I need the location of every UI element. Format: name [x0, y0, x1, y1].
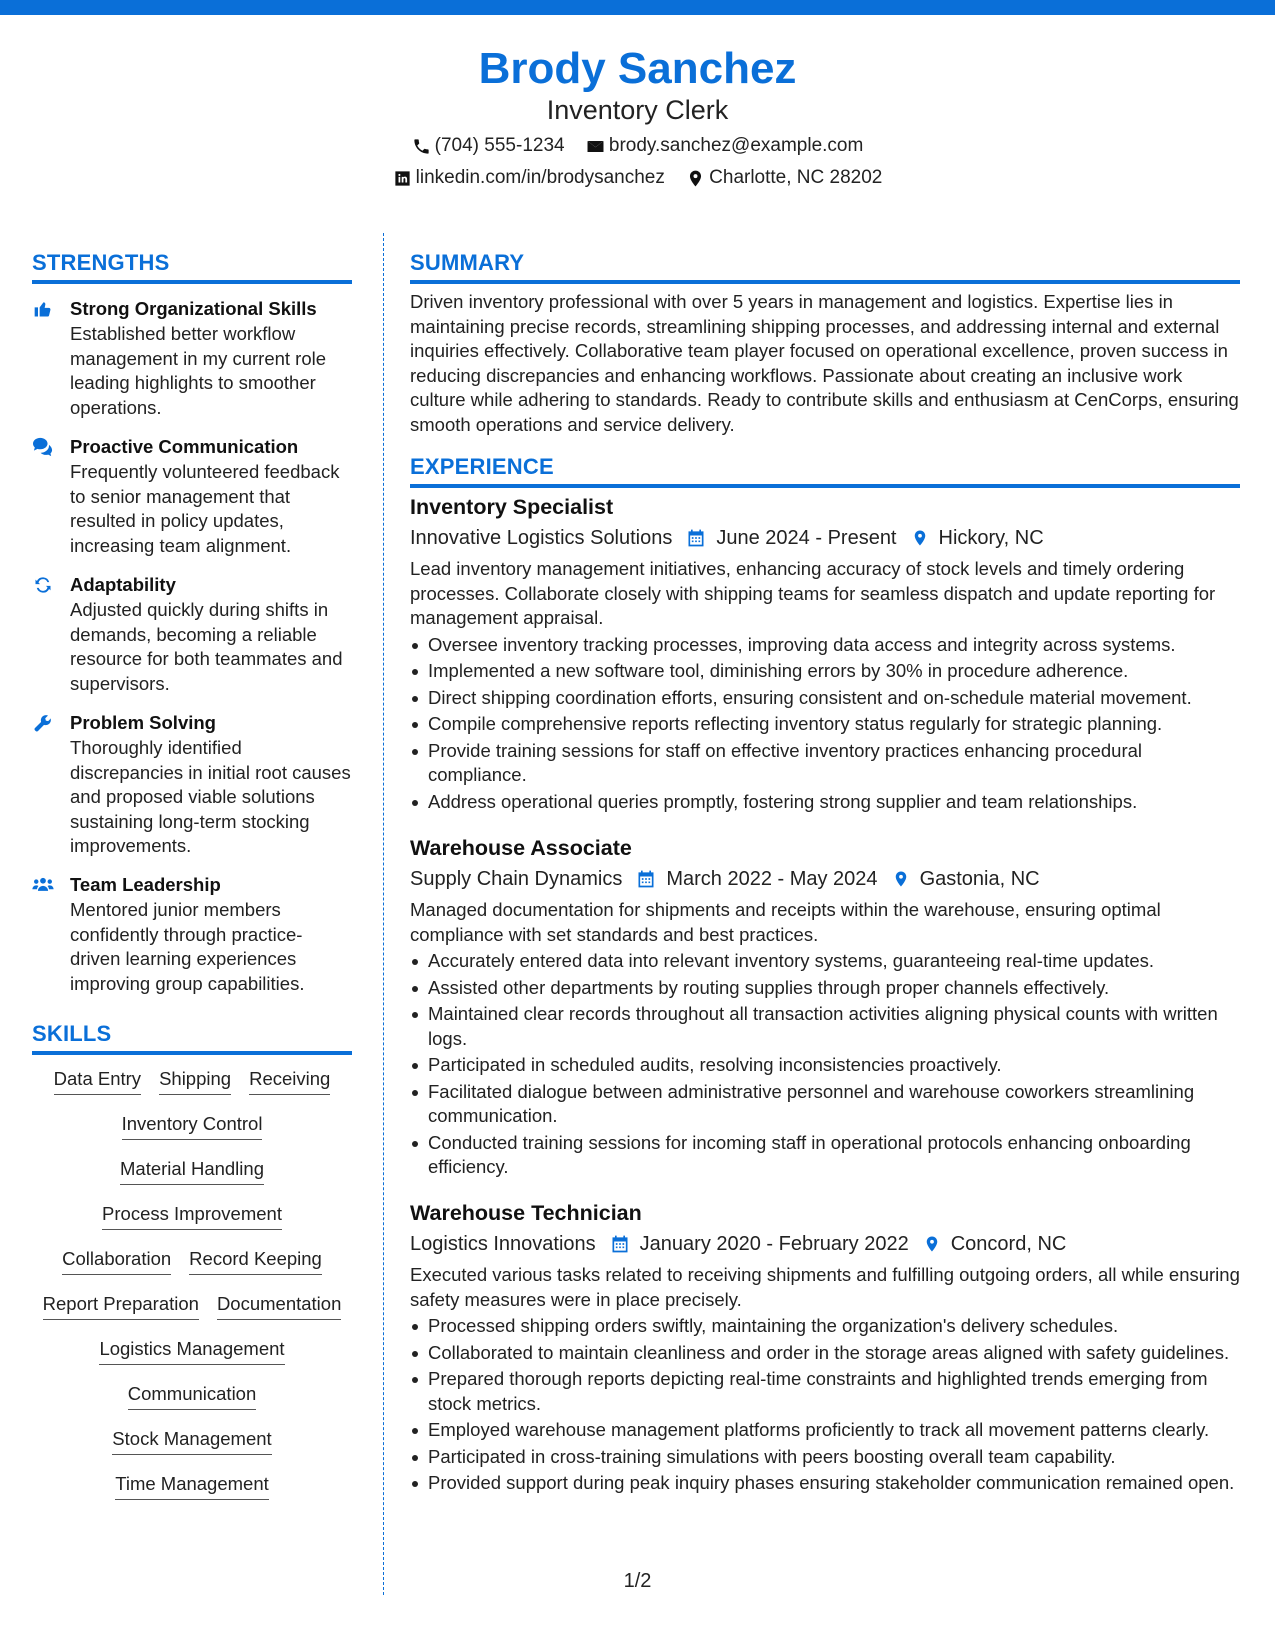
strength-description: Established better workflow management in my current role leading highlights to smoother operations. [70, 323, 327, 418]
bullet-item: Accurately entered data into relevant inventory systems, guaranteeing real-time updates. [428, 949, 1240, 974]
strength-description: Adjusted quickly during shifts in demands, becoming a reliable resource for both teammates and supervisors. [70, 599, 343, 694]
bullet-item: Participated in cross-training simulations with peers boosting overall team capability. [428, 1445, 1240, 1470]
job-company: Supply Chain Dynamics [410, 868, 623, 890]
phone-text: (704) 555-1234 [434, 135, 565, 156]
job-meta [410, 524, 1240, 552]
bullet-item: Provide training sessions for staff on effective inventory practices enhancing procedural compliance. [428, 739, 1240, 788]
bullet-item: Prepared thorough reports depicting real-time constraints and highlighted trends emerging from stock metrics. [428, 1367, 1240, 1416]
wrench-icon [32, 713, 56, 733]
page-number: 1/2 [623, 1570, 652, 1592]
skill-tag: Record Keeping [189, 1246, 322, 1275]
skill-tag: Communication [128, 1381, 257, 1410]
bullet-item: Compile comprehensive reports reflecting inventory status regularly for strategic planning. [428, 712, 1240, 737]
experience-rule [410, 484, 1240, 488]
top-accent-bar [0, 0, 1275, 15]
bullet-item: Assisted other departments by routing supplies through proper channels effectively. [428, 976, 1240, 1001]
refresh-icon [32, 575, 56, 595]
skill-tag: Inventory Control [122, 1111, 263, 1140]
skill-tag: Report Preparation [43, 1291, 199, 1320]
chat-bubbles-icon [32, 437, 56, 457]
bullet-item: Oversee inventory tracking processes, improving data access and integrity across systems. [428, 633, 1240, 658]
map-pin-icon [911, 527, 929, 549]
linkedin-icon [393, 169, 412, 188]
strength-description: Mentored junior members confidently through practice-driven learning experiences improving group capabilities. [70, 899, 305, 994]
job-meta [410, 865, 1240, 893]
calendar-icon [686, 528, 706, 548]
strength-description: Frequently volunteered feedback to senior management that resulted in policy updates, increasing team alignment. [70, 461, 340, 556]
skill-tag: Shipping [159, 1066, 231, 1095]
job-entry [410, 834, 1240, 1182]
job-dates: March 2022 - May 2024 [666, 868, 878, 890]
job-location: Concord, NC [950, 1233, 1067, 1255]
job-title: Warehouse Technician [410, 1201, 642, 1225]
phone-icon [412, 137, 431, 156]
strength-description: Thoroughly identified discrepancies in initial root causes and proposed viable solutions sustaining long-term stocking improvements. [70, 737, 351, 856]
skills-heading: SKILLS [32, 1021, 112, 1046]
strength-title: Strong Organizational Skills [70, 298, 317, 319]
bullet-item: Processed shipping orders swiftly, maintaining the organization's delivery schedules. [428, 1314, 1240, 1339]
job-meta [410, 1230, 1240, 1258]
skill-tag: Receiving [249, 1066, 330, 1095]
job-bullets [410, 949, 1240, 1180]
job-summary: Lead inventory management initiatives, enhancing accuracy of stock levels and timely ordering processes. Collaborate closely with shipping teams for seamless dispatch and update reporting for management appraisal. [410, 558, 1216, 628]
job-entry [410, 493, 1240, 816]
linkedin-text: linkedin.com/in/brodysanchez [415, 167, 665, 188]
strength-title: Problem Solving [70, 712, 216, 733]
job-bullets [410, 633, 1240, 815]
candidate-name: Brody Sanchez [478, 44, 797, 93]
strength-title: Adaptability [70, 574, 176, 595]
job-location: Gastonia, NC [919, 868, 1040, 890]
job-title: Inventory Specialist [410, 495, 614, 519]
skill-tag: Collaboration [62, 1246, 171, 1275]
skill-tag: Material Handling [120, 1156, 264, 1185]
experience-heading: EXPERIENCE [410, 454, 554, 479]
calendar-icon [610, 1234, 630, 1254]
job-dates: June 2024 - Present [716, 527, 897, 549]
summary-rule [410, 280, 1240, 284]
map-pin-icon [892, 868, 910, 890]
thumbs-up-icon [32, 299, 56, 319]
skill-tag: Data Entry [54, 1066, 141, 1095]
map-pin-icon [923, 1233, 941, 1255]
candidate-title: Inventory Clerk [546, 95, 729, 125]
contact-line-2 [0, 165, 1275, 196]
users-icon [32, 875, 56, 895]
envelope-icon [586, 137, 605, 156]
strength-title: Team Leadership [70, 874, 221, 895]
email-text: brody.sanchez@example.com [608, 135, 864, 156]
location-text: Charlotte, NC 28202 [709, 167, 883, 188]
skill-tag: Documentation [217, 1291, 341, 1320]
contact-location [686, 165, 882, 191]
bullet-item: Collaborated to maintain cleanliness and order in the storage areas aligned with safety guidelines. [428, 1341, 1240, 1366]
column-divider [383, 233, 384, 1595]
bullet-item: Address operational queries promptly, fostering strong supplier and team relationships. [428, 790, 1240, 815]
bullet-item: Direct shipping coordination efforts, ensuring consistent and on-schedule material movement. [428, 686, 1240, 711]
bullet-item: Maintained clear records throughout all transaction activities aligning physical counts with written logs. [428, 1002, 1240, 1051]
job-company: Innovative Logistics Solutions [410, 527, 673, 549]
skill-tag: Time Management [115, 1471, 269, 1500]
skills-list [32, 1066, 352, 1516]
bullet-item: Facilitated dialogue between administrative personnel and warehouse coworkers streamlining communication. [428, 1080, 1240, 1129]
contact-linkedin[interactable] [393, 165, 665, 191]
job-summary: Managed documentation for shipments and receipts within the warehouse, ensuring optimal compliance with set standards and best practices. [410, 899, 1161, 945]
skill-tag: Stock Management [112, 1426, 271, 1455]
job-location: Hickory, NC [938, 527, 1044, 549]
bullet-item: Conducted training sessions for incoming staff in operational protocols enhancing onboarding efficiency. [428, 1131, 1240, 1180]
skill-tag: Process Improvement [102, 1201, 282, 1230]
strength-title: Proactive Communication [70, 436, 299, 457]
contact-phone[interactable] [412, 133, 565, 159]
contact-email[interactable] [586, 133, 863, 159]
bullet-item: Employed warehouse management platforms proficiently to track all movement patterns clearly. [428, 1418, 1240, 1443]
job-summary: Executed various tasks related to receiving shipments and fulfilling outgoing orders, all while ensuring safety measures were in place precisely. [410, 1264, 1240, 1310]
job-title: Warehouse Associate [410, 836, 632, 860]
job-company: Logistics Innovations [410, 1233, 596, 1255]
job-entry [410, 1199, 1240, 1498]
strengths-rule [32, 280, 352, 284]
calendar-icon [636, 869, 656, 889]
map-pin-icon [686, 169, 705, 188]
bullet-item: Implemented a new software tool, diminishing errors by 30% in procedure adherence. [428, 659, 1240, 684]
skills-rule [32, 1051, 352, 1055]
job-bullets [410, 1314, 1240, 1496]
bullet-item: Provided support during peak inquiry phases ensuring stakeholder communication remained open. [428, 1471, 1240, 1496]
summary-heading: SUMMARY [410, 250, 525, 275]
summary-text: Driven inventory professional with over 5 years in management and logistics. Expertise lies in maintaining precise records, streamlining shipping processes, and addressing internal and external inquiries effectively. Collaborative team player focused on operational excellence, proven success in reducing discrepancies and enhancing workflows. Passionate about creating an inclusive work culture while adhering to standards. Ready to contribute skills and enthusiasm at CenCorps, ensuring smooth operations and service delivery. [410, 291, 1239, 435]
strengths-heading: STRENGTHS [32, 250, 170, 275]
skill-tag: Logistics Management [99, 1336, 284, 1365]
bullet-item: Participated in scheduled audits, resolving inconsistencies proactively. [428, 1053, 1240, 1078]
job-dates: January 2020 - February 2022 [639, 1233, 909, 1255]
contact-line-1 [0, 133, 1275, 164]
